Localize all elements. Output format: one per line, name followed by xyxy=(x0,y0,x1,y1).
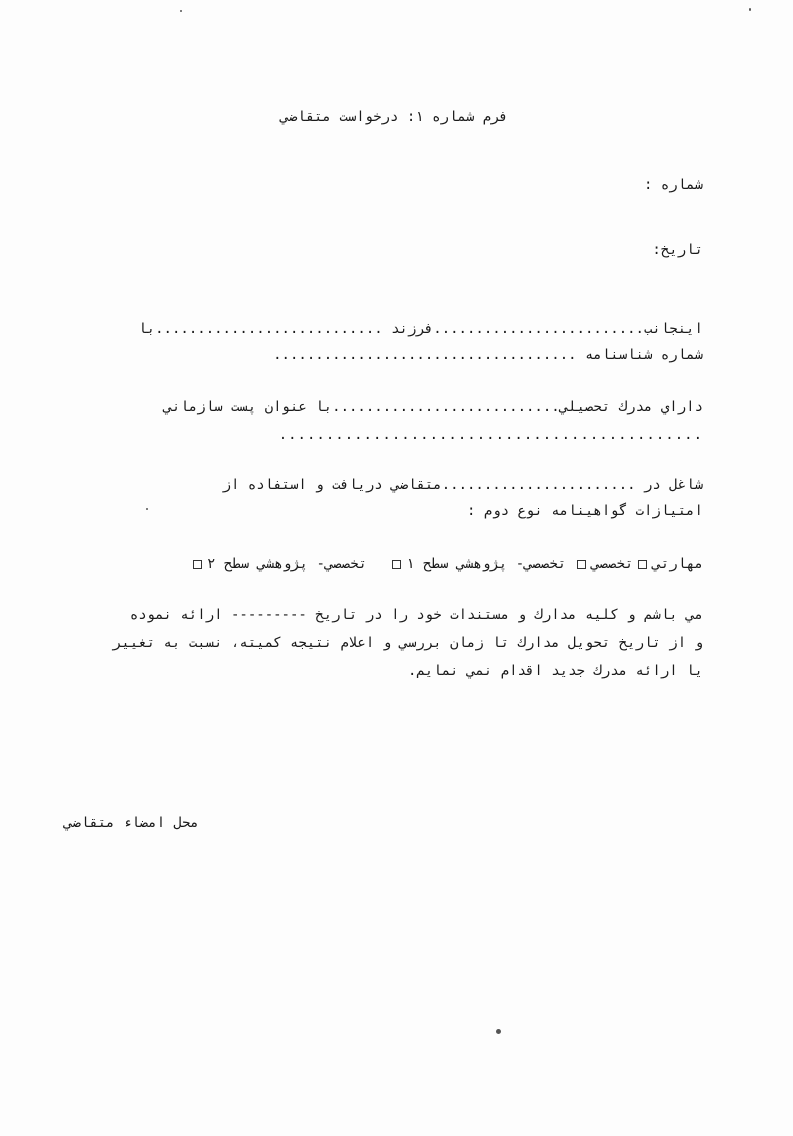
date-label: تاريخ: xyxy=(652,242,703,258)
checkbox-icon[interactable] xyxy=(193,560,202,569)
workplace-line: شاغل در .......................متقاضي دريافت و استفاده از xyxy=(222,477,703,493)
commitment-line-1: مي باشم و كليه مدارك و مستندات خود را در تاريخ --------- ارائه نموده xyxy=(129,607,703,623)
option-research-level-1[interactable] xyxy=(387,555,566,573)
option-research-level-2-label: تخصصي- پژوهشي سطح ۲ xyxy=(206,556,368,572)
scan-speck xyxy=(146,508,148,510)
checkbox-icon[interactable] xyxy=(392,560,401,569)
scan-speck xyxy=(749,8,751,11)
scan-speck xyxy=(180,10,182,12)
education-line: داراي مدرك تحصيلي...........................با عنوان پست سازماني xyxy=(163,399,703,415)
commitment-line-2: و از تاريخ تحويل مدارك تا زمان بررسي و اعلام نتيجه كميته، نسبت به تغيير xyxy=(112,635,703,651)
option-research-level-2[interactable] xyxy=(188,555,367,573)
applicant-name-line: اينجانب.........................فرزند ...........................با xyxy=(138,321,703,337)
commitment-line-3: يا ارائه مدرك جديد اقدام نمي نمايم. xyxy=(407,663,703,679)
option-skill-label: مهارتي xyxy=(652,556,703,572)
number-label: شماره : xyxy=(643,177,703,193)
checkbox-icon[interactable] xyxy=(638,560,647,569)
scan-speck xyxy=(496,1029,501,1034)
option-skill[interactable] xyxy=(633,555,703,573)
certificate-options xyxy=(188,555,703,573)
option-specialized[interactable] xyxy=(572,555,633,573)
option-research-level-1-label: تخصصي- پژوهشي سطح ۱ xyxy=(406,556,567,572)
id-number-line: شماره شناسنامه .................................... xyxy=(273,347,703,363)
option-specialized-label: تخصصي xyxy=(591,556,634,572)
position-line: ............................................. xyxy=(278,427,703,443)
signature-label: محل امضاء متقاضي xyxy=(64,815,199,831)
checkbox-icon[interactable] xyxy=(577,560,586,569)
form-title: فرم شماره ۱: درخواست متقاضي xyxy=(280,109,508,125)
certificate-type-line: امتيازات گواهينامه نوع دوم : xyxy=(466,503,703,519)
